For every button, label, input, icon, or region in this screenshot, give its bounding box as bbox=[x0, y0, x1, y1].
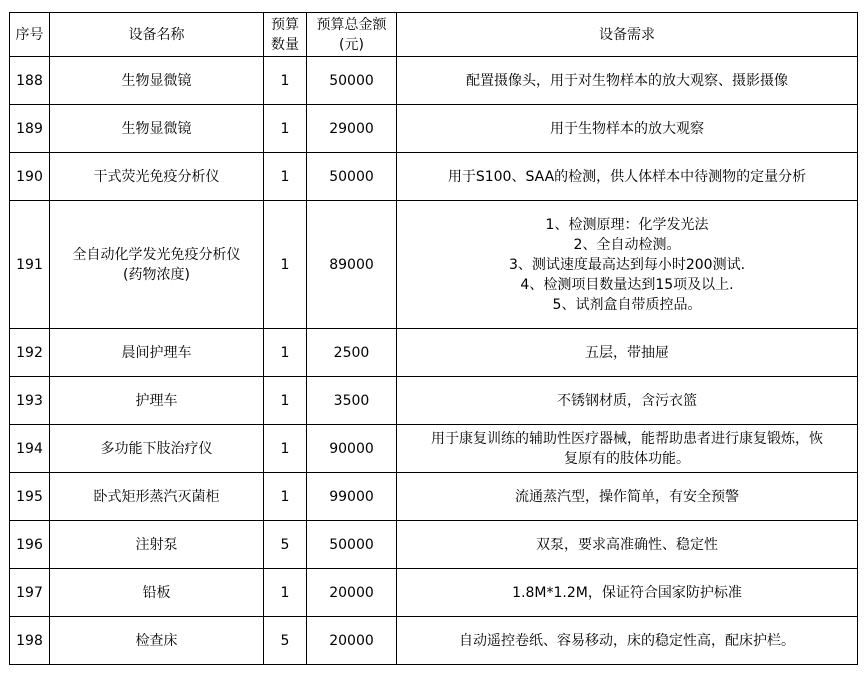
header-row bbox=[10, 13, 858, 57]
row-index: 188 bbox=[10, 57, 50, 105]
row-name: 干式荧光免疫分析仪 bbox=[50, 153, 264, 201]
row-name bbox=[50, 201, 264, 329]
row-amount: 20000 bbox=[307, 569, 397, 617]
row-qty: 5 bbox=[264, 521, 307, 569]
row-index: 193 bbox=[10, 377, 50, 425]
table-row bbox=[10, 569, 858, 617]
header-amount-line2: (元) bbox=[339, 36, 364, 53]
row-name: 铅板 bbox=[50, 569, 264, 617]
header-qty-line2: 数量 bbox=[271, 36, 299, 53]
row-name: 卧式矩形蒸汽灭菌柜 bbox=[50, 473, 264, 521]
row-needs-line1: 用于康复训练的辅助性医疗器械，能帮助患者进行康复锻炼，恢 bbox=[431, 430, 823, 447]
row-name: 注射泵 bbox=[50, 521, 264, 569]
row-needs: 双泵，要求高准确性、稳定性 bbox=[397, 521, 858, 569]
table-row bbox=[10, 329, 858, 377]
row-amount: 99000 bbox=[307, 473, 397, 521]
row-needs: 用于S100、SAA的检测，供人体样本中待测物的定量分析 bbox=[397, 153, 858, 201]
header-needs: 设备需求 bbox=[397, 13, 858, 57]
row-needs: 流通蒸汽型，操作简单，有安全预警 bbox=[397, 473, 858, 521]
row-index: 192 bbox=[10, 329, 50, 377]
row-needs: 自动遥控卷纸、容易移动，床的稳定性高，配床护栏。 bbox=[397, 617, 858, 665]
row-name: 多功能下肢治疗仪 bbox=[50, 425, 264, 473]
row-qty: 1 bbox=[264, 153, 307, 201]
needs-item: 4、检测项目数量达到15项及以上. bbox=[520, 276, 734, 293]
row-name: 晨间护理车 bbox=[50, 329, 264, 377]
equipment-table bbox=[9, 12, 858, 665]
row-qty: 1 bbox=[264, 569, 307, 617]
row-name-line2: (药物浓度) bbox=[123, 266, 190, 283]
table-row bbox=[10, 153, 858, 201]
row-name: 生物显微镜 bbox=[50, 105, 264, 153]
row-qty: 1 bbox=[264, 473, 307, 521]
table-row bbox=[10, 201, 858, 329]
row-needs bbox=[397, 425, 858, 473]
row-needs: 1.8M*1.2M，保证符合国家防护标准 bbox=[397, 569, 858, 617]
row-amount: 2500 bbox=[307, 329, 397, 377]
table-row bbox=[10, 425, 858, 473]
header-qty-line1: 预算 bbox=[271, 16, 299, 33]
needs-item: 2、全自动检测。 bbox=[573, 236, 681, 253]
row-name: 生物显微镜 bbox=[50, 57, 264, 105]
row-amount: 50000 bbox=[307, 153, 397, 201]
row-amount: 50000 bbox=[307, 57, 397, 105]
row-needs: 配置摄像头，用于对生物样本的放大观察、摄影摄像 bbox=[397, 57, 858, 105]
row-needs-line2: 复原有的肢体功能。 bbox=[564, 450, 690, 467]
row-amount: 3500 bbox=[307, 377, 397, 425]
row-name: 检查床 bbox=[50, 617, 264, 665]
needs-item: 1、检测原理：化学发光法 bbox=[545, 216, 709, 233]
header-name: 设备名称 bbox=[50, 13, 264, 57]
needs-item: 5、试剂盒自带质控品。 bbox=[552, 296, 702, 313]
header-amount bbox=[307, 13, 397, 57]
row-qty: 5 bbox=[264, 617, 307, 665]
row-amount: 90000 bbox=[307, 425, 397, 473]
row-needs: 不锈钢材质，含污衣篮 bbox=[397, 377, 858, 425]
needs-item: 3、测试速度最高达到每小时200测试. bbox=[508, 256, 746, 273]
row-qty: 1 bbox=[264, 201, 307, 329]
row-amount: 50000 bbox=[307, 521, 397, 569]
row-qty: 1 bbox=[264, 377, 307, 425]
row-name-line1: 全自动化学发光免疫分析仪 bbox=[72, 246, 241, 263]
row-index: 194 bbox=[10, 425, 50, 473]
table-row bbox=[10, 521, 858, 569]
row-needs: 用于生物样本的放大观察 bbox=[397, 105, 858, 153]
row-needs: 五层，带抽屉 bbox=[397, 329, 858, 377]
table-row bbox=[10, 57, 858, 105]
row-name: 护理车 bbox=[50, 377, 264, 425]
table-row bbox=[10, 105, 858, 153]
row-amount: 20000 bbox=[307, 617, 397, 665]
header-qty bbox=[264, 13, 307, 57]
row-amount: 89000 bbox=[307, 201, 397, 329]
row-index: 190 bbox=[10, 153, 50, 201]
row-index: 196 bbox=[10, 521, 50, 569]
header-amount-line1: 预算总金额 bbox=[316, 16, 387, 33]
row-qty: 1 bbox=[264, 425, 307, 473]
row-qty: 1 bbox=[264, 105, 307, 153]
row-amount: 29000 bbox=[307, 105, 397, 153]
row-qty: 1 bbox=[264, 57, 307, 105]
table-row bbox=[10, 377, 858, 425]
row-index: 198 bbox=[10, 617, 50, 665]
row-needs-list bbox=[397, 201, 858, 329]
header-index: 序号 bbox=[10, 13, 50, 57]
row-index: 195 bbox=[10, 473, 50, 521]
table-row bbox=[10, 617, 858, 665]
row-index: 197 bbox=[10, 569, 50, 617]
row-index: 191 bbox=[10, 201, 50, 329]
row-index: 189 bbox=[10, 105, 50, 153]
table-row bbox=[10, 473, 858, 521]
row-qty: 1 bbox=[264, 329, 307, 377]
